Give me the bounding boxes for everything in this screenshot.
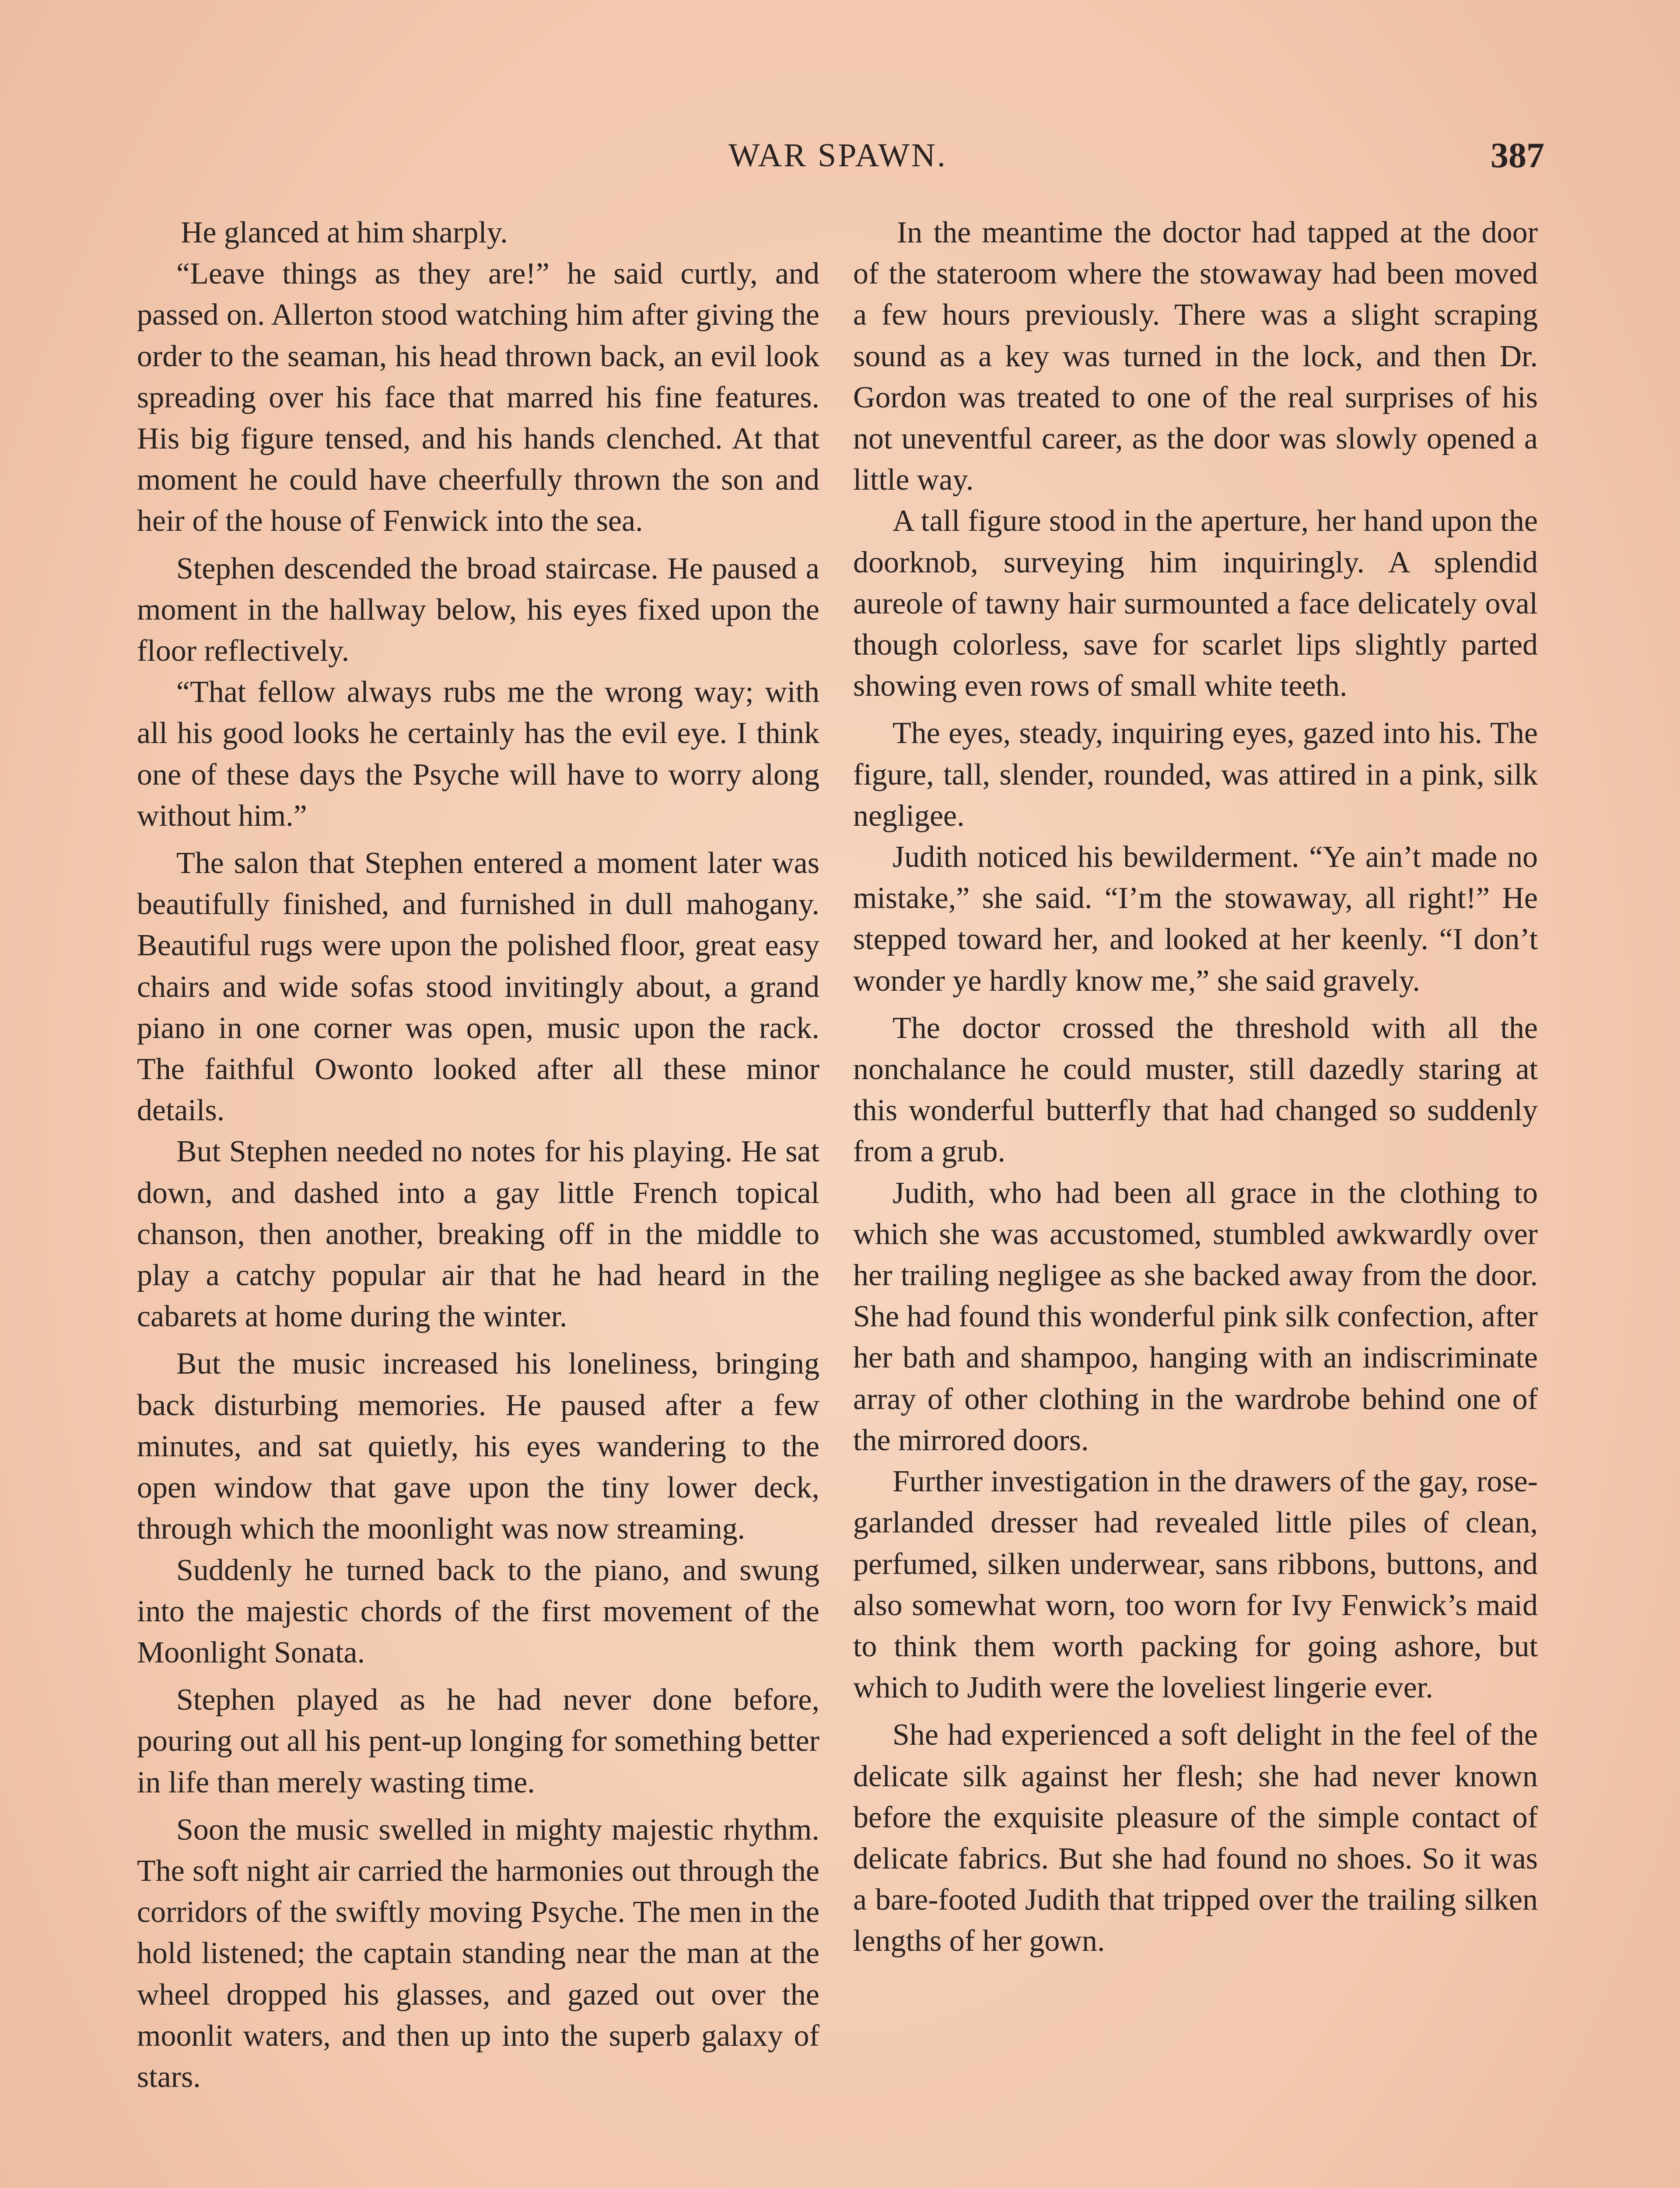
right-column [853,212,1538,1962]
paragraph: The eyes, steady, inquiring eyes, gazed into his. The figure, tall, slender, rounded, was attired in a pink, silk negligee. [853,716,1538,833]
paragraph: “Leave things as they are!” he said curtly, and passed on. Allerton stood watching him after giving the order to the seaman, his head thrown back, an evil look spreading over his face that marred his fine features. His big figure tensed, and his hands clenched. At that moment he could have cheerfully thrown the son and heir of the house of Fenwick into the sea. [137,257,819,538]
paragraph: Stephen played as he had never done before, pouring out all his pent-up longing for something better in life than merely wasting time. [137,1683,819,1799]
page-number: 387 [1491,135,1544,175]
paragraph: He glanced at him sharply. [181,216,508,249]
paragraph: But the music increased his loneliness, bringing back disturbing memories. He paused after a few minutes, and sat quietly, his eyes wandering to the open window that gave upon the tiny lower deck, through which the moonlight was now streaming. [137,1347,819,1546]
page-header [131,131,1544,179]
left-column [137,212,819,2098]
paragraph: Judith, who had been all grace in the clothing to which she was accustomed, stumbled awkwardly over her trailing negligee as she backed away from the door. She had found this wonderful pink silk confection, after her bath and shampoo, hanging with an indiscriminate array of other clothing in the wardrobe behind one of the mirrored doors. [853,1176,1538,1457]
paragraph: “That fellow always rubs me the wrong way; with all his good looks he certainly has the evil eye. I think one of these days the Psyche will have to worry along without him.” [137,675,819,833]
paragraph: A tall figure stood in the aperture, her hand upon the doorknob, surveying him inquiringly. A splendid aureole of tawny hair surmounted a face delicately oval though colorless, save for scarlet lips slightly parted showing even rows of small white teeth. [853,504,1538,703]
paragraph: But Stephen needed no notes for his playing. He sat down, and dashed into a gay little French topical chanson, then another, breaking off in the middle to play a catchy popular air that he had heard in the cabarets at home during the winter. [137,1135,819,1334]
paragraph: Stephen descended the broad staircase. He paused a moment in the hallway below, his eyes fixed upon the floor reflectively. [137,551,819,668]
paragraph: Suddenly he turned back to the piano, and swung into the majestic chords of the first movement of the Moonlight Sonata. [137,1553,819,1669]
paragraph: She had experienced a soft delight in the feel of the delicate silk against her flesh; she had never known before the exquisite pleasure of the simple contact of delicate fabrics. But she had found no shoes. So it was a bare-footed Judith that tripped over the trailing silken lengths of her gown. [853,1718,1538,1958]
paragraph: Soon the music swelled in mighty majestic rhythm. The soft night air carried the harmonies out through the corridors of the swiftly moving Psyche. The men in the hold listened; the captain standing near the man at the wheel dropped his glasses, and gazed out over the moonlit waters, and then up into the superb galaxy of stars. [137,1813,819,2094]
paragraph: Judith noticed his bewilderment. “Ye ain’t made no mistake,” she said. “I’m the stowaway, all right!” He stepped toward her, and looked at her keenly. “I don’t wonder ye hardly know me,” she said gravely. [853,840,1538,998]
paragraph: The doctor crossed the threshold with all the nonchalance he could muster, still dazedly staring at this wonderful butterfly that had changed so suddenly from a grub. [853,1011,1538,1169]
paragraph: In the meantime the doctor had tapped at the door of the stateroom where the stowaway had been moved a few hours previously. There was a slight scraping sound as a key was turned in the lock, and then Dr. Gordon was treated to one of the real surprises of his not uneventful career, as the door was slowly opened a little way. [853,216,1538,497]
paragraph: The salon that Stephen entered a moment later was beautifully finished, and furnished in dull mahogany. Beautiful rugs were upon the polished floor, great easy chairs and wide sofas stood invitingly about, a grand piano in one corner was open, music upon the rack. The faithful Owonto looked after all these minor details. [137,846,819,1128]
running-head: WAR SPAWN. [728,137,947,174]
paragraph: Further investigation in the drawers of the gay, rose-garlanded dresser had revealed little piles of clean, perfumed, silken underwear, sans ribbons, buttons, and also somewhat worn, too worn for Ivy Fenwick’s maid to think them worth packing for going ashore, but which to Judith were the loveliest lingerie ever. [853,1465,1538,1705]
